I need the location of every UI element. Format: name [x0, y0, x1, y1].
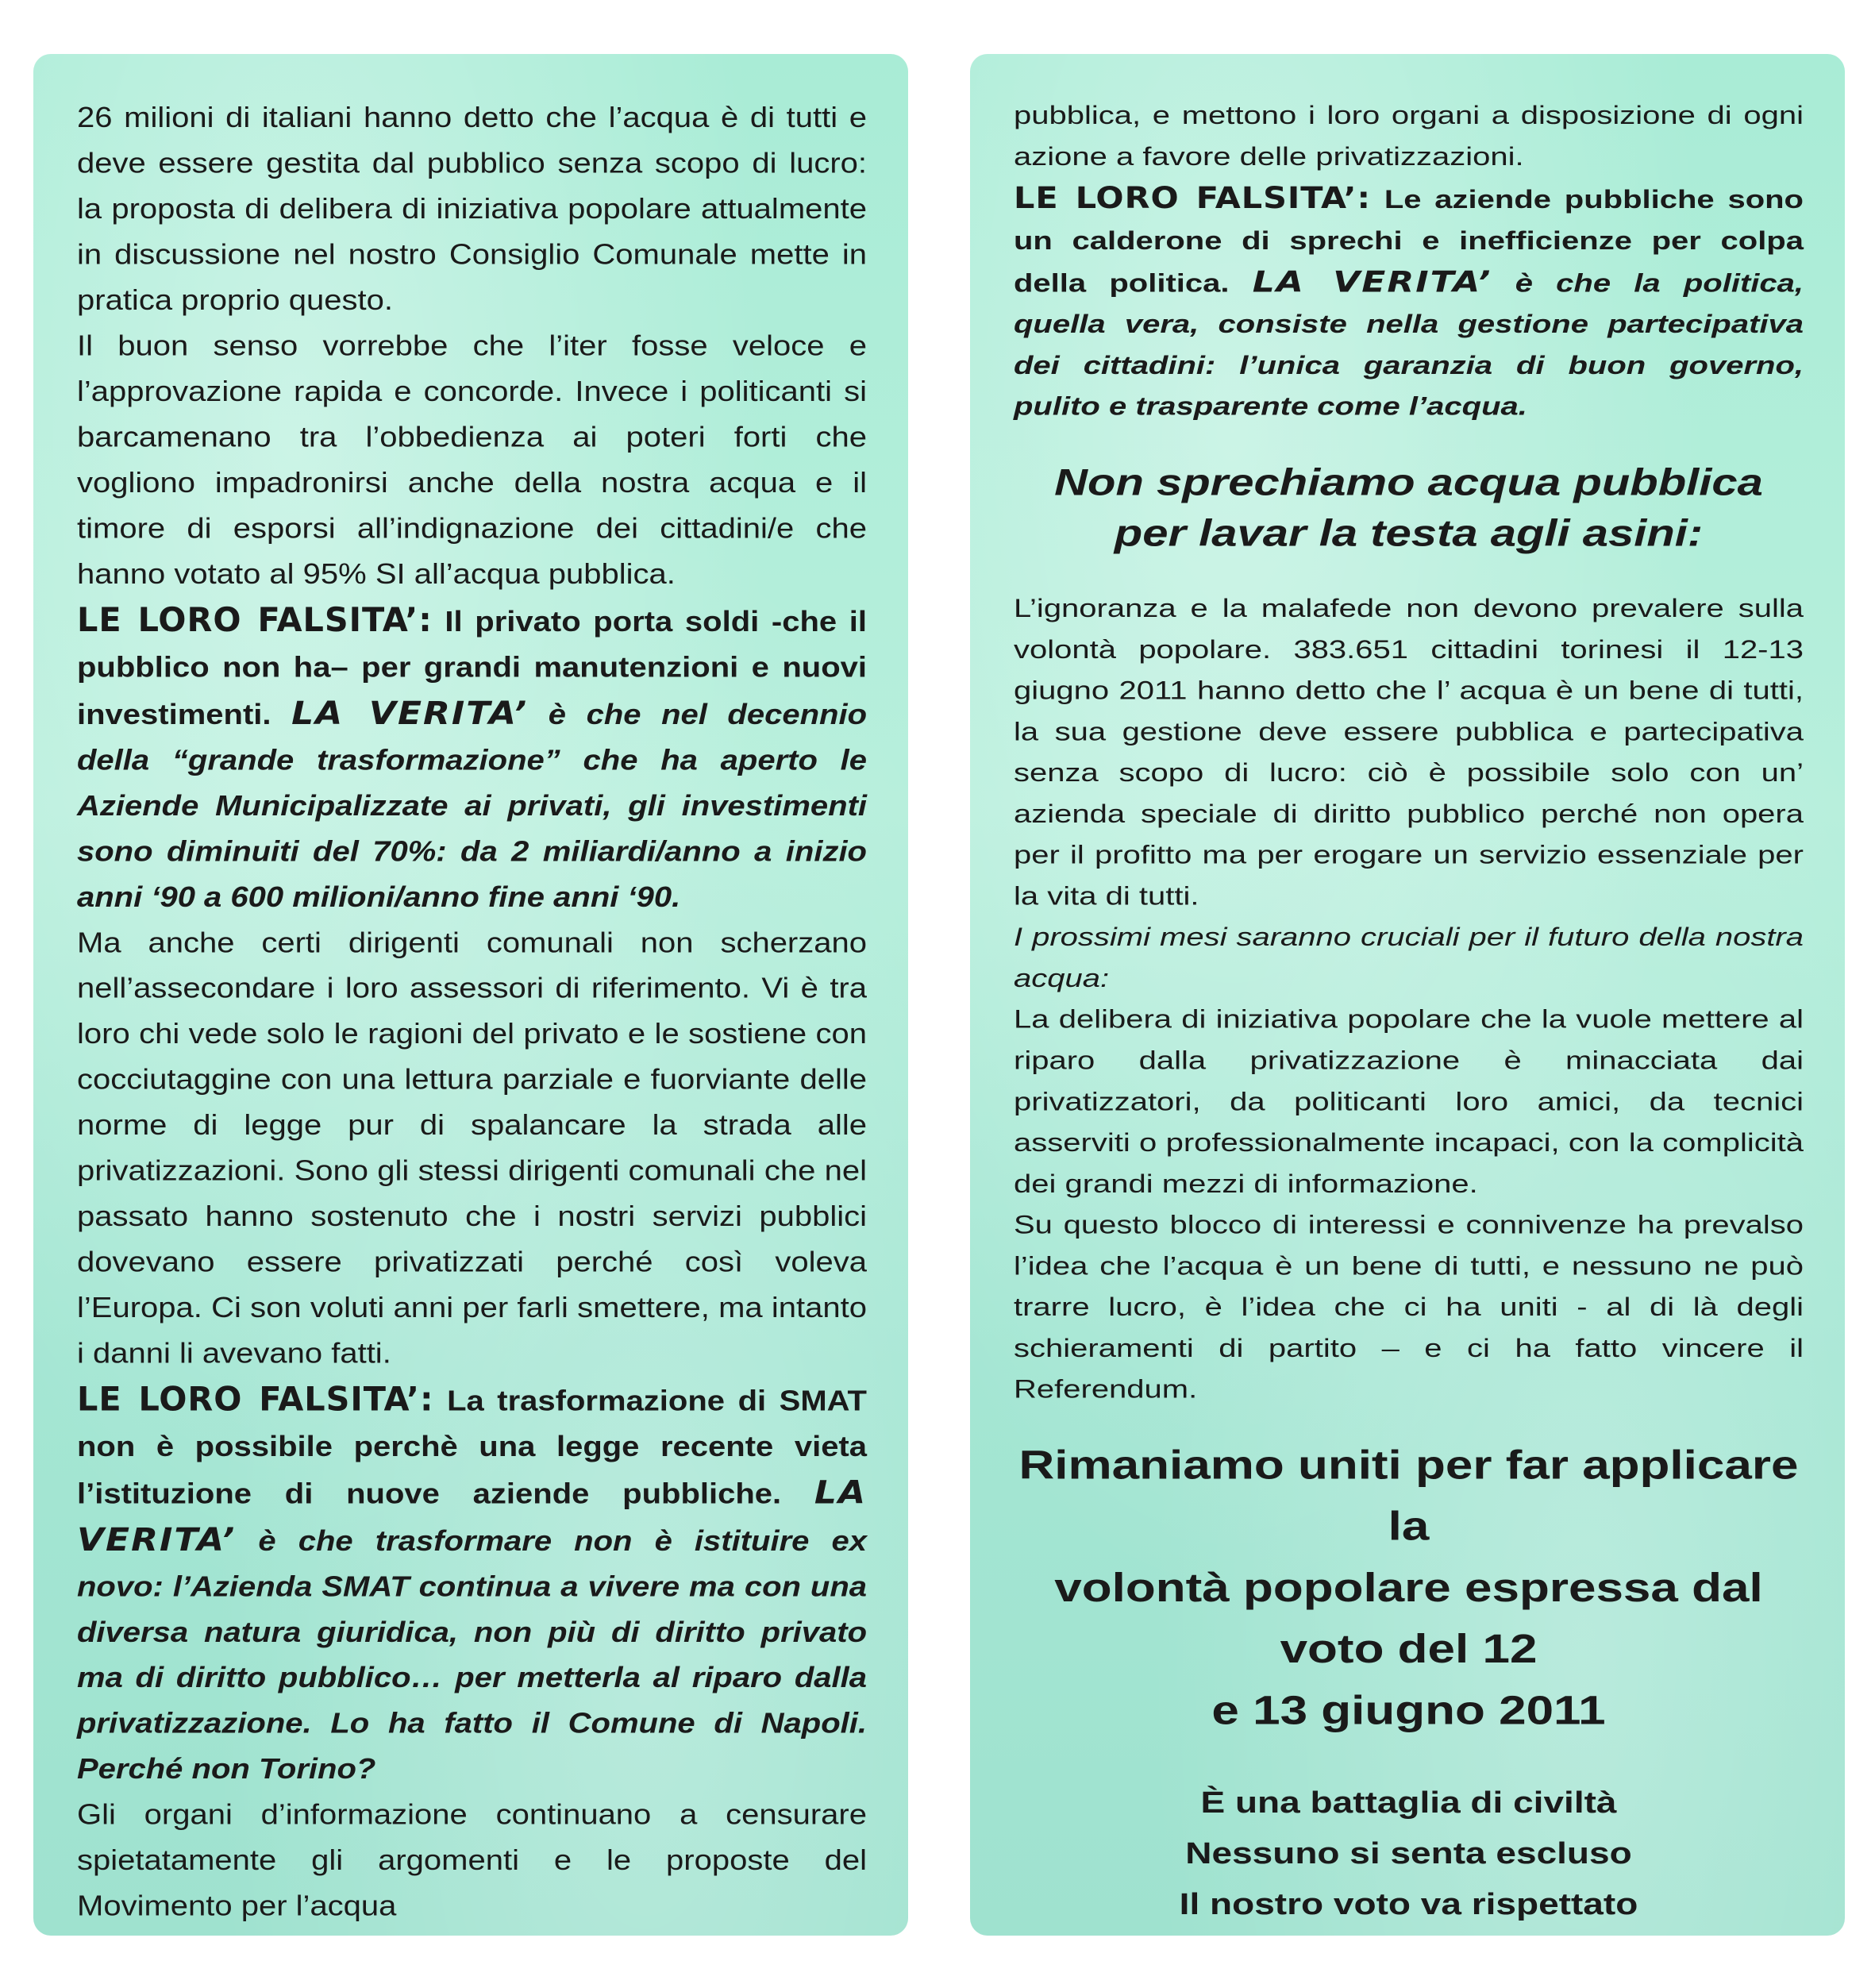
falsita-label: LE LORO FALSITA’: [1014, 179, 1372, 216]
headline-line-1: Rimaniamo uniti per far applicare la [1018, 1442, 1799, 1549]
slogan-line-2: per lavar la testa agli asini: [1114, 512, 1704, 555]
slogan [1014, 457, 1804, 560]
falsita-claim: Il privato porta soldi -che il pubblico non ha– per grandi manutenzioni e nuovi investimenti. [77, 606, 867, 731]
verita-label: LA VERITA’ [77, 1474, 867, 1558]
falsita-label: LE LORO FALSITA’: [77, 1379, 434, 1419]
verita-text: è che trasformare non è istituire ex novo: l’Azienda SMAT continua a vivere ma con una diversa natura giuridica, non più di diritto privato ma di diritto pubblico… per metterla al riparo dalla privatizzazione. Lo ha fatto il Comune di Napoli. Perché non Torino? [77, 1524, 867, 1786]
falsita-claim: Le aziende pubbliche sono un calderone di sprechi e inefficienze per colpa della politica. [1014, 185, 1804, 298]
verita-text: è che la politica, quella vera, consiste nella gestione partecipativa dei cittadini: l’unica garanzia di buon governo, pulito e trasparente come l’acqua. [1014, 268, 1804, 421]
verita-label: LA VERITA’ [291, 695, 529, 732]
left-page-panel [33, 54, 908, 1936]
falsita-claim: La trasformazione di SMAT non è possibile perchè una legge recente vieta l’istituzione di nuove aziende pubbliche. [77, 1385, 867, 1510]
closing-line-1: È una battaglia di civiltà [1200, 1785, 1617, 1819]
intro-paragraph: 26 milioni di italiani hanno detto che l’acqua è di tutti e deve essere gestita dal pubblico senza scopo di lucro: la proposta di delibera di iniziativa popolare attualmente in discussione nel nostro Consiglio Comunale mette in pratica proprio questo. [77, 102, 867, 317]
closing-line-3: Il nostro voto va rispettato [1179, 1886, 1638, 1921]
slogan-line-1: Non sprechiamo acqua pubblica [1054, 460, 1763, 504]
verita-label: LA VERITA’ [1252, 265, 1492, 299]
right-page-panel [970, 54, 1845, 1936]
closing-statements [1014, 1776, 1804, 1928]
falsita-block-3 [1014, 178, 1804, 428]
paragraph-continuation: pubblica, e mettono i loro organi a disposizione di ogni azione a favore delle privatizzazioni. [1014, 101, 1804, 171]
paragraph-prossimi-mesi: I prossimi mesi saranno cruciali per il futuro della nostra acqua: [1014, 923, 1804, 993]
paragraph-informazione: Gli organi d’informazione continuano a censurare spietatamente gli argomenti e le proposte del Movimento per l’acqua [77, 1798, 867, 1922]
paragraph-iter: Il buon senso vorrebbe che l’iter fosse veloce e l’approvazione rapida e concorde. Invece i politicanti si barcamenano tra l’obbedienza ai poteri forti che vogliono impadronirsi anche della nostra acqua e il timore di esporsi all’indignazione dei cittadini/e che hanno votato al 95% SI all’acqua pubblica. [77, 329, 867, 591]
falsita-block-2 [77, 1377, 867, 1793]
headline-line-3: e 13 giugno 2011 [1211, 1687, 1606, 1733]
headline-line-2: volontà popolare espressa dal voto del 12 [1054, 1565, 1763, 1672]
verita-text: è che nel decennio della “grande trasformazione” che ha aperto le Aziende Municipalizzate ai privati, gli investimenti sono diminuiti del 70%: da 2 miliardi/anno a inizio anni ‘90 a 600 milioni/anno fine anni ‘90. [77, 698, 868, 913]
closing-line-2: Nessuno si senta escluso [1185, 1836, 1632, 1870]
paragraph-dirigenti: Ma anche certi dirigenti comunali non scherzano nell’assecondare i loro assessori di riferimento. Vi è tra loro chi vede solo le ragioni del privato e le sostiene con cocciutaggine con una lettura parziale e fuorviante delle norme di legge pur di spalancare la strada alle privatizzazioni. Sono gli stessi dirigenti comunali che nel passato hanno sostenuto che i nostri servizi pubblici dovevano essere privatizzati perché così voleva l’Europa. Ci son voluti anni per farli smettere, ma intanto i danni li avevano fatti. [77, 927, 867, 1370]
falsita-label: LE LORO FALSITA’: [77, 599, 433, 640]
headline [1014, 1435, 1804, 1741]
paragraph-delibera: La delibera di iniziativa popolare che la vuole mettere al riparo dalla privatizzazione è minacciata dai privatizzatori, da politicanti loro amici, da tecnici asserviti o professionalmente incapaci, con la complicità dei grandi mezzi di informazione. [1014, 1004, 1804, 1198]
paragraph-blocco: Su questo blocco di interessi e connivenze ha prevalso l’idea che l’acqua è un bene di tutti, e nessuno ne può trarre lucro, è l’idea che ci ha uniti - al di là degli schieramenti di partito – e ci ha fatto vincere il Referendum. [1014, 1210, 1804, 1404]
falsita-block-1 [77, 597, 867, 920]
paragraph-ignoranza: L’ignoranza e la malafede non devono prevalere sulla volontà popolare. 383.651 cittadini torinesi il 12-13 giugno 2011 hanno detto che l’ acqua è un bene di tutti, la sua gestione deve essere pubblica e partecipativa senza scopo di lucro: ciò è possibile solo con un’ azienda speciale di diritto pubblico perché non opera per il profitto ma per erogare un servizio essenziale per la vita di tutti. [1014, 594, 1804, 911]
